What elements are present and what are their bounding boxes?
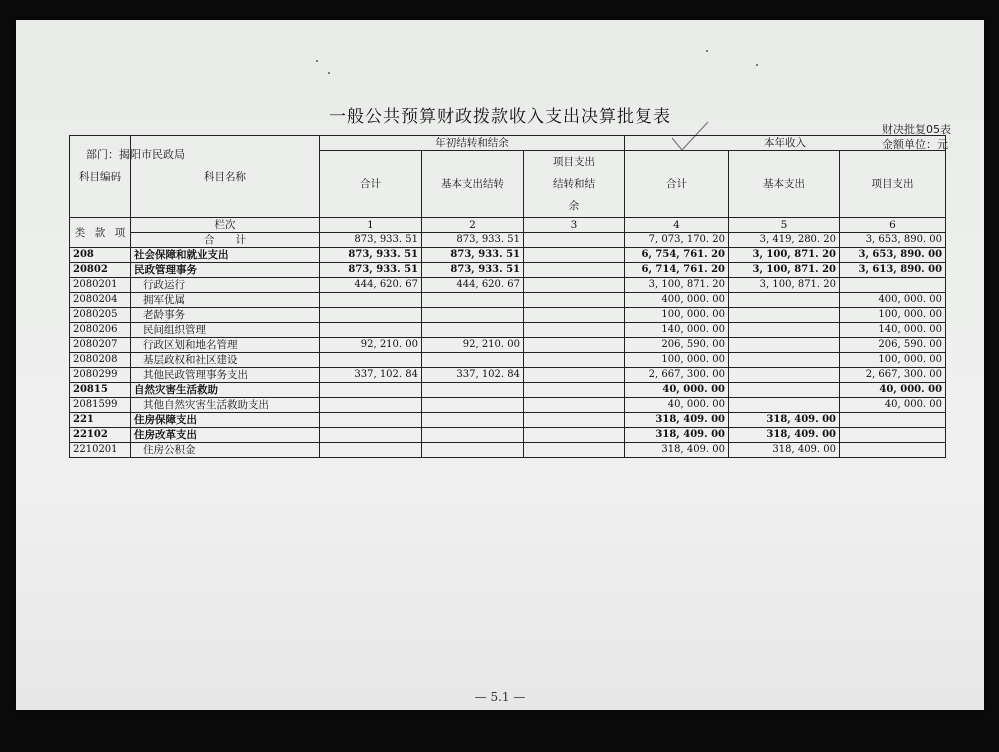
amount-cell: 92, 210. 00 [422, 338, 524, 353]
amount-cell: 100, 000. 00 [840, 308, 946, 323]
amount-cell: 873, 933. 51 [422, 263, 524, 278]
amount-cell [729, 293, 840, 308]
subject-name: 自然灾害生活救助 [131, 383, 320, 398]
amount-cell [320, 293, 422, 308]
amount-cell [422, 353, 524, 368]
class-label: 项 [114, 226, 126, 239]
col-number: 1 [320, 218, 422, 233]
subject-code: 2210201 [70, 443, 131, 458]
amount-cell [320, 383, 422, 398]
subject-name: 行政区划和地名管理 [131, 338, 320, 353]
amount-cell [840, 443, 946, 458]
amount-cell [840, 413, 946, 428]
amount-cell [524, 338, 625, 353]
column-number-row [70, 218, 946, 233]
amount-cell: 40, 000. 00 [840, 383, 946, 398]
amount-cell: 2, 667, 300. 00 [625, 368, 729, 383]
amount-cell: 206, 590. 00 [625, 338, 729, 353]
total-value [524, 233, 625, 248]
amount-cell: 6, 754, 761. 20 [625, 248, 729, 263]
total-value: 3, 419, 280. 20 [729, 233, 840, 248]
amount-cell: 40, 000. 00 [625, 383, 729, 398]
total-value: 3, 653, 890. 00 [840, 233, 946, 248]
amount-cell [524, 398, 625, 413]
amount-cell: 6, 714, 761. 20 [625, 263, 729, 278]
subject-name: 住房改革支出 [131, 428, 320, 443]
amount-cell: 318, 409. 00 [729, 428, 840, 443]
subject-name: 住房公积金 [131, 443, 320, 458]
class-labels-cell [70, 218, 131, 248]
amount-cell: 318, 409. 00 [625, 413, 729, 428]
subject-code: 208 [70, 248, 131, 263]
amount-cell [524, 353, 625, 368]
table-row [70, 278, 946, 293]
page-number: — 5.1 — [474, 690, 526, 704]
amount-cell: 318, 409. 00 [729, 443, 840, 458]
col-number: 4 [625, 218, 729, 233]
amount-cell [729, 308, 840, 323]
amount-cell: 100, 000. 00 [840, 353, 946, 368]
amount-cell [524, 323, 625, 338]
subject-name: 行政运行 [131, 278, 320, 293]
amount-cell [524, 413, 625, 428]
amount-cell: 3, 100, 871. 20 [729, 278, 840, 293]
amount-cell: 337, 102. 84 [320, 368, 422, 383]
amount-cell [320, 428, 422, 443]
amount-cell [524, 248, 625, 263]
col-number: 3 [524, 218, 625, 233]
col-line-label: 栏次 [131, 218, 320, 233]
header-col: 项目支出 [840, 151, 946, 218]
table-row [70, 248, 946, 263]
amount-cell [422, 323, 524, 338]
table-row [70, 413, 946, 428]
amount-cell: 140, 000. 00 [625, 323, 729, 338]
amount-cell [729, 383, 840, 398]
amount-cell: 873, 933. 51 [320, 263, 422, 278]
amount-cell [320, 443, 422, 458]
speck [316, 60, 318, 62]
table-row [70, 368, 946, 383]
header-subject-code: 科目编码 [70, 136, 131, 218]
amount-cell: 318, 409. 00 [729, 413, 840, 428]
amount-cell [320, 353, 422, 368]
amount-cell [729, 338, 840, 353]
amount-cell: 337, 102. 84 [422, 368, 524, 383]
amount-cell: 206, 590. 00 [840, 338, 946, 353]
class-label: 类 [74, 226, 86, 239]
total-value: 7, 073, 170. 20 [625, 233, 729, 248]
header-row-group [70, 136, 946, 151]
budget-table [69, 135, 946, 458]
total-label: 合 计 [131, 233, 320, 248]
header-subject-name: 科目名称 [131, 136, 320, 218]
col-number: 5 [729, 218, 840, 233]
subject-name: 其他民政管理事务支出 [131, 368, 320, 383]
class-label: 款 [94, 226, 106, 239]
header-col: 合计 [320, 151, 422, 218]
amount-cell: 100, 000. 00 [625, 353, 729, 368]
subject-code: 22102 [70, 428, 131, 443]
table-row [70, 398, 946, 413]
amount-cell: 873, 933. 51 [422, 248, 524, 263]
amount-cell [524, 443, 625, 458]
amount-cell [422, 293, 524, 308]
subject-name: 其他自然灾害生活救助支出 [131, 398, 320, 413]
table-row [70, 383, 946, 398]
header-col: 基本支出结转 [422, 151, 524, 218]
amount-cell [422, 443, 524, 458]
amount-cell [422, 383, 524, 398]
amount-cell: 873, 933. 51 [320, 248, 422, 263]
total-value: 873, 933. 51 [422, 233, 524, 248]
subject-name: 社会保障和就业支出 [131, 248, 320, 263]
amount-cell: 100, 000. 00 [625, 308, 729, 323]
amount-cell: 400, 000. 00 [625, 293, 729, 308]
amount-cell [524, 308, 625, 323]
subject-name: 基层政权和社区建设 [131, 353, 320, 368]
amount-cell: 3, 613, 890. 00 [840, 263, 946, 278]
amount-cell [524, 368, 625, 383]
amount-cell [840, 278, 946, 293]
amount-cell [422, 398, 524, 413]
amount-cell [729, 368, 840, 383]
subject-code: 2080206 [70, 323, 131, 338]
table-row [70, 308, 946, 323]
subject-name: 民政管理事务 [131, 263, 320, 278]
subject-name: 拥军优属 [131, 293, 320, 308]
header-col: 合计 [625, 151, 729, 218]
subject-name: 住房保障支出 [131, 413, 320, 428]
amount-cell: 3, 653, 890. 00 [840, 248, 946, 263]
speck [756, 64, 758, 66]
header-col: 项目支出结转和结余 [524, 151, 625, 218]
amount-cell: 444, 620. 67 [320, 278, 422, 293]
subject-code: 2081599 [70, 398, 131, 413]
subject-code: 20815 [70, 383, 131, 398]
total-value: 873, 933. 51 [320, 233, 422, 248]
amount-cell [320, 398, 422, 413]
speck [706, 50, 708, 52]
header-carryover-group: 年初结转和结余 [320, 136, 625, 151]
table-row [70, 323, 946, 338]
subject-code: 2080208 [70, 353, 131, 368]
amount-cell: 3, 100, 871. 20 [625, 278, 729, 293]
amount-cell: 140, 000. 00 [840, 323, 946, 338]
department-label: 部门：揭阳市民政局 [86, 148, 185, 161]
subject-name: 民间组织管理 [131, 323, 320, 338]
form-number: 财决批复05表 [882, 123, 951, 136]
amount-cell: 3, 100, 871. 20 [729, 263, 840, 278]
header-col: 基本支出 [729, 151, 840, 218]
table-row [70, 443, 946, 458]
amount-cell [524, 428, 625, 443]
amount-cell: 40, 000. 00 [625, 398, 729, 413]
col-number: 2 [422, 218, 524, 233]
amount-cell: 3, 100, 871. 20 [729, 248, 840, 263]
amount-cell: 40, 000. 00 [840, 398, 946, 413]
table-row [70, 338, 946, 353]
subject-code: 20802 [70, 263, 131, 278]
table-row [70, 353, 946, 368]
subject-code: 2080299 [70, 368, 131, 383]
amount-cell [320, 323, 422, 338]
amount-cell [840, 428, 946, 443]
table-row [70, 293, 946, 308]
amount-cell [422, 308, 524, 323]
amount-cell [422, 428, 524, 443]
table-row [70, 263, 946, 278]
amount-cell: 92, 210. 00 [320, 338, 422, 353]
total-row [70, 233, 946, 248]
amount-cell: 2, 667, 300. 00 [840, 368, 946, 383]
amount-cell [422, 413, 524, 428]
subject-code: 2080205 [70, 308, 131, 323]
speck [328, 72, 330, 74]
table-row [70, 428, 946, 443]
amount-cell [524, 278, 625, 293]
subject-code: 2080201 [70, 278, 131, 293]
subject-code: 2080207 [70, 338, 131, 353]
amount-cell [524, 263, 625, 278]
amount-cell [524, 383, 625, 398]
amount-cell [729, 323, 840, 338]
amount-unit: 金额单位：元 [882, 138, 948, 151]
subject-code: 221 [70, 413, 131, 428]
subject-code: 2080204 [70, 293, 131, 308]
amount-cell: 400, 000. 00 [840, 293, 946, 308]
amount-cell [524, 293, 625, 308]
amount-cell: 318, 409. 00 [625, 428, 729, 443]
amount-cell: 444, 620. 67 [422, 278, 524, 293]
amount-cell [320, 413, 422, 428]
amount-cell [729, 353, 840, 368]
document-title: 一般公共预算财政拨款收入支出决算批复表 [329, 107, 671, 127]
amount-cell [320, 308, 422, 323]
subject-name: 老龄事务 [131, 308, 320, 323]
amount-cell [729, 398, 840, 413]
amount-cell: 318, 409. 00 [625, 443, 729, 458]
header-income-group: 本年收入 [625, 136, 946, 151]
col-number: 6 [840, 218, 946, 233]
